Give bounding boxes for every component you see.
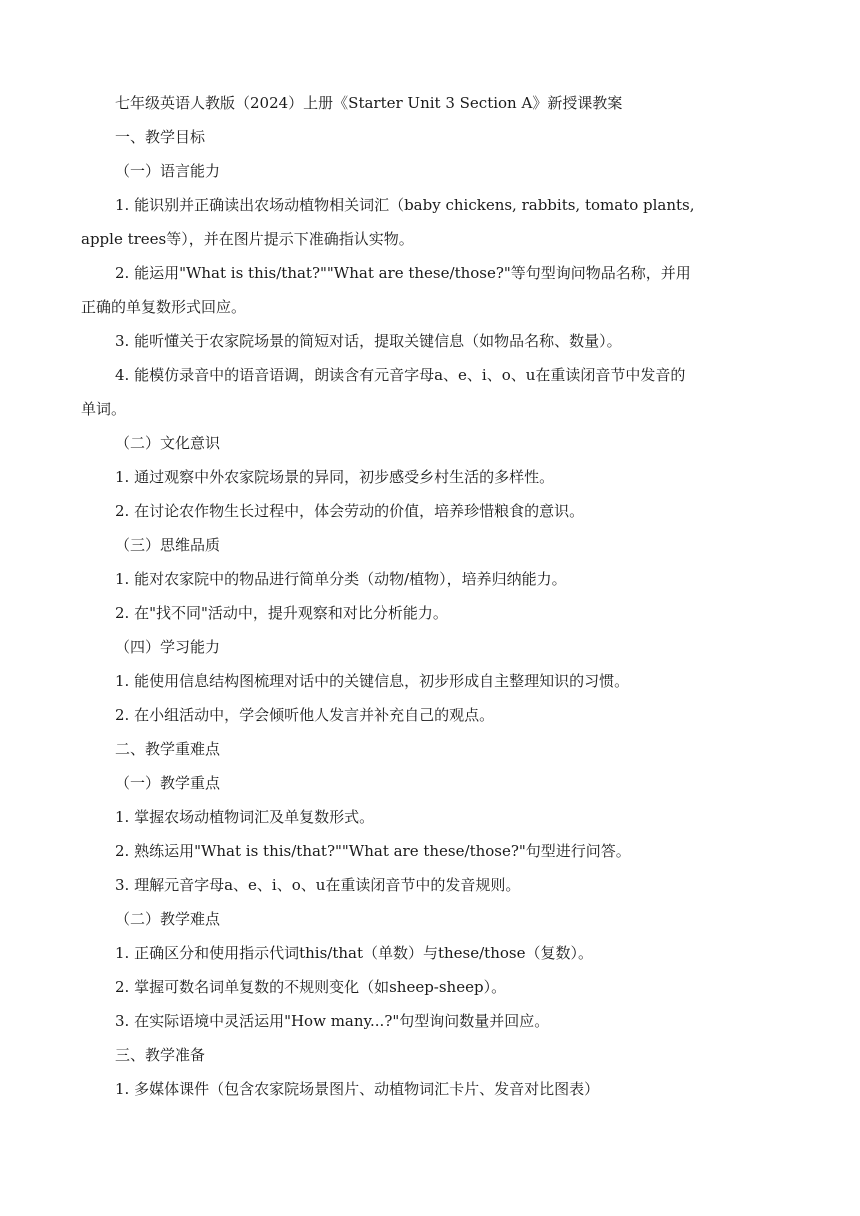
list-item: 2. 掌握可数名词单复数的不规则变化（如sheep-sheep）。 [115,978,507,996]
list-item: 1. 多媒体课件（包含农家院场景图片、动植物词汇卡片、发音对比图表） [115,1080,600,1098]
list-item: 1. 能对农家院中的物品进行简单分类（动物/植物），培养归纳能力。 [115,570,567,588]
document-title: 七年级英语人教版（2024）上册《Starter Unit 3 Section A》新授课教案 [115,94,623,112]
section-heading-key-points: 二、教学重难点 [115,740,221,758]
list-item-continuation: 正确的单复数形式回应。 [81,298,247,316]
subsection-heading-thinking: （三）思维品质 [115,536,221,554]
list-item: 1. 能使用信息结构图梳理对话中的关键信息，初步形成自主整理知识的习惯。 [115,672,630,690]
subsection-heading-learning: （四）学习能力 [115,638,221,656]
subsection-heading-focus: （一）教学重点 [115,774,221,792]
section-heading-preparation: 三、教学准备 [115,1046,206,1064]
list-item: 2. 在"找不同"活动中，提升观察和对比分析能力。 [115,604,448,622]
list-item-continuation: apple trees等），并在图片提示下准确指认实物。 [81,230,414,248]
subsection-heading-difficulties: （二）教学难点 [115,910,221,928]
list-item: 1. 掌握农场动植物词汇及单复数形式。 [115,808,375,826]
subsection-heading-culture: （二）文化意识 [115,434,221,452]
list-item: 1. 正确区分和使用指示代词this/that（单数）与these/those（复数）。 [115,944,593,962]
list-item: 2. 在讨论农作物生长过程中，体会劳动的价值，培养珍惜粮食的意识。 [115,502,585,520]
list-item: 2. 能运用"What is this/that?""What are these/those?"等句型询问物品名称，并用 [115,264,691,282]
list-item: 3. 在实际语境中灵活运用"How many...?"句型询问数量并回应。 [115,1012,550,1030]
list-item-continuation: 单词。 [81,400,127,418]
list-item: 2. 在小组活动中，学会倾听他人发言并补充自己的观点。 [115,706,495,724]
list-item: 3. 能听懂关于农家院场景的简短对话，提取关键信息（如物品名称、数量）。 [115,332,622,350]
list-item: 4. 能模仿录音中的语音语调，朗读含有元音字母a、e、i、o、u在重读闭音节中发音的 [115,366,686,384]
subsection-heading-language: （一）语言能力 [115,162,221,180]
list-item: 1. 能识别并正确读出农场动植物相关词汇（baby chickens, rabbits, tomato plants, [115,196,695,214]
list-item: 1. 通过观察中外农家院场景的异同，初步感受乡村生活的多样性。 [115,468,555,486]
list-item: 3. 理解元音字母a、e、i、o、u在重读闭音节中的发音规则。 [115,876,521,894]
list-item: 2. 熟练运用"What is this/that?""What are these/those?"句型进行问答。 [115,842,631,860]
section-heading-goals: 一、教学目标 [115,128,206,146]
